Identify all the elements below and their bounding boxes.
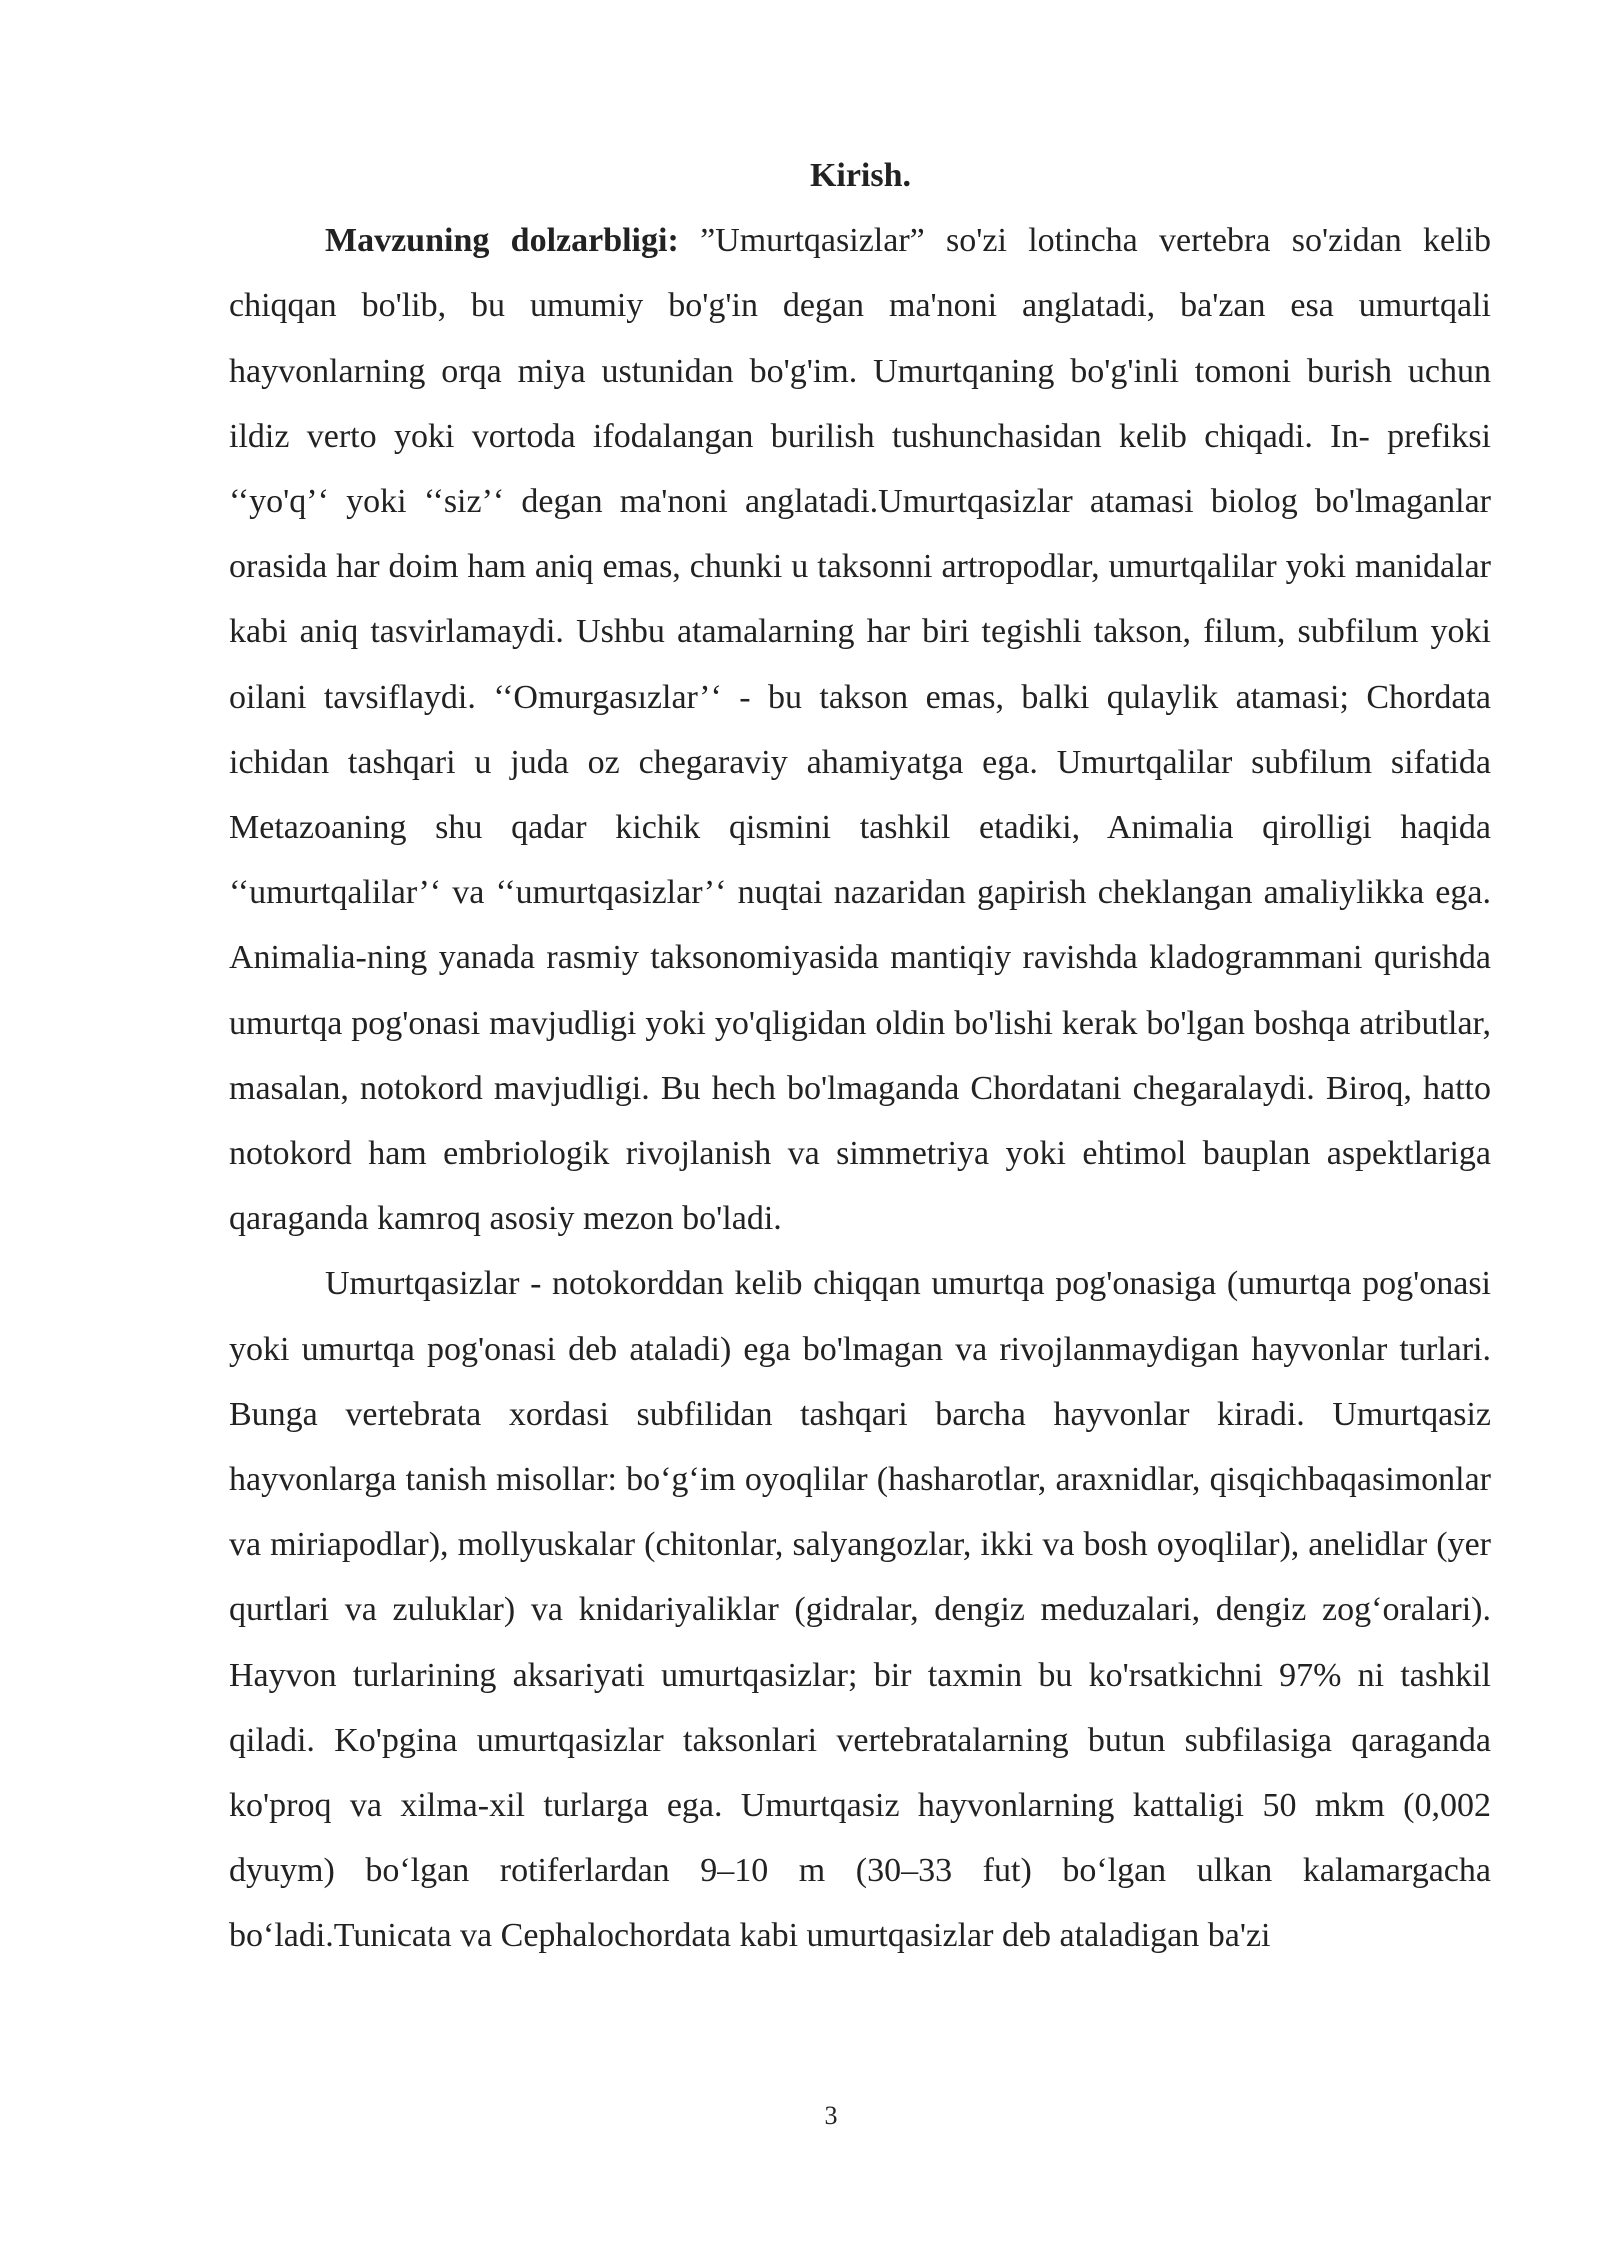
page-number: 3 (824, 2101, 838, 2130)
paragraph-lead: Mavzuning dolzarbligi: (325, 222, 679, 260)
paragraph-relevance (229, 208, 1491, 1251)
paragraph-text: ”Umurtqasizlar” so'zi lotincha vertebra so'zidan kelib chiqqan bo'lib, bu umumiy bo'g'in degan ma'noni anglatadi, ba'zan esa umurtqali hayvonlarning orqa miya ustunidan bo'g'im. Umurtqaning bo'g'inli tomoni burish uchun ildiz verto yoki vortoda ifodalangan burilish tushunchasidan kelib chiqadi. In- prefiksi ‘‘yo'q’‘ yoki ‘‘siz’‘ degan ma'noni anglatadi.Umurtqasizlar atamasi biolog bo'lmaganlar orasida har doim ham aniq emas, chunki u taksonni artropodlar, umurtqalilar yoki manidalar kabi aniq tasvirlamaydi. Ushbu atamalarning har biri tegishli takson, filum, subfilum yoki oilani tavsiflaydi. ‘‘Omurgasızlar’‘ - bu takson emas, balki qulaylik atamasi; Chordata ichidan tashqari u juda oz chegaraviy ahamiyatga ega. Umurtqalilar subfilum sifatida Metazoaning shu qadar kichik qismini tashkil etadiki, Animalia qirolligi haqida ‘‘umurtqalilar’‘ va ‘‘umurtqasizlar’‘ nuqtai nazaridan gapirish cheklangan amaliylikka ega. Animalia-ning yanada rasmiy taksonomiyasida mantiqiy ravishda kladogrammani qurishda umurtqa pog'onasi mavjudligi yoki yo'qligidan oldin bo'lishi kerak bo'lgan boshqa atributlar, masalan, notokord mavjudligi. Bu hech bo'lmaganda Chordatani chegaralaydi. Biroq, hatto notokord ham embriologik rivojlanish va simmetriya yoki ehtimol bauplan aspektlariga qaraganda kamroq asosiy mezon bo'ladi. (229, 222, 1491, 1238)
paragraph-text: Umurtqasizlar - notokorddan kelib chiqqan umurtqa pog'onasiga (umurtqa pog'onasi yoki umurtqa pog'onasi deb ataladi) ega bo'lmagan va rivojlanmaydigan hayvonlar turlari. Bunga vertebrata xordasi subfilidan tashqari barcha hayvonlar kiradi. Umurtqasiz hayvonlarga tanish misollar: bo‘g‘im oyoqlilar (hasharotlar, araxnidlar, qisqichbaqasimonlar va miriapodlar), mollyuskalar (chitonlar, salyangozlar, ikki va bosh oyoqlilar), anelidlar (yer qurtlari va zuluklar) va knidariyaliklar (gidralar, dengiz meduzalari, dengiz zog‘oralari). Hayvon turlarining aksariyati umurtqasizlar; bir taxmin bu ko'rsatkichni 97% ni tashkil qiladi. Ko'pgina umurtqasizlar taksonlari vertebratalarning butun subfilasiga qaraganda ko'proq va xilma-xil turlarga ega. Umurtqasiz hayvonlarning kattaligi 50 mkm (0,002 dyuym) bo‘lgan rotiferlardan 9–10 m (30–33 fut) bo‘lgan ulkan kalamargacha bo‘ladi.Tunicata va Cephalochordata kabi umurtqasizlar deb ataladigan ba'zi (229, 1265, 1491, 1955)
paragraph-invertebrates (229, 1251, 1491, 1968)
section-title: Kirish. (809, 157, 912, 194)
page-content (229, 143, 1491, 1969)
